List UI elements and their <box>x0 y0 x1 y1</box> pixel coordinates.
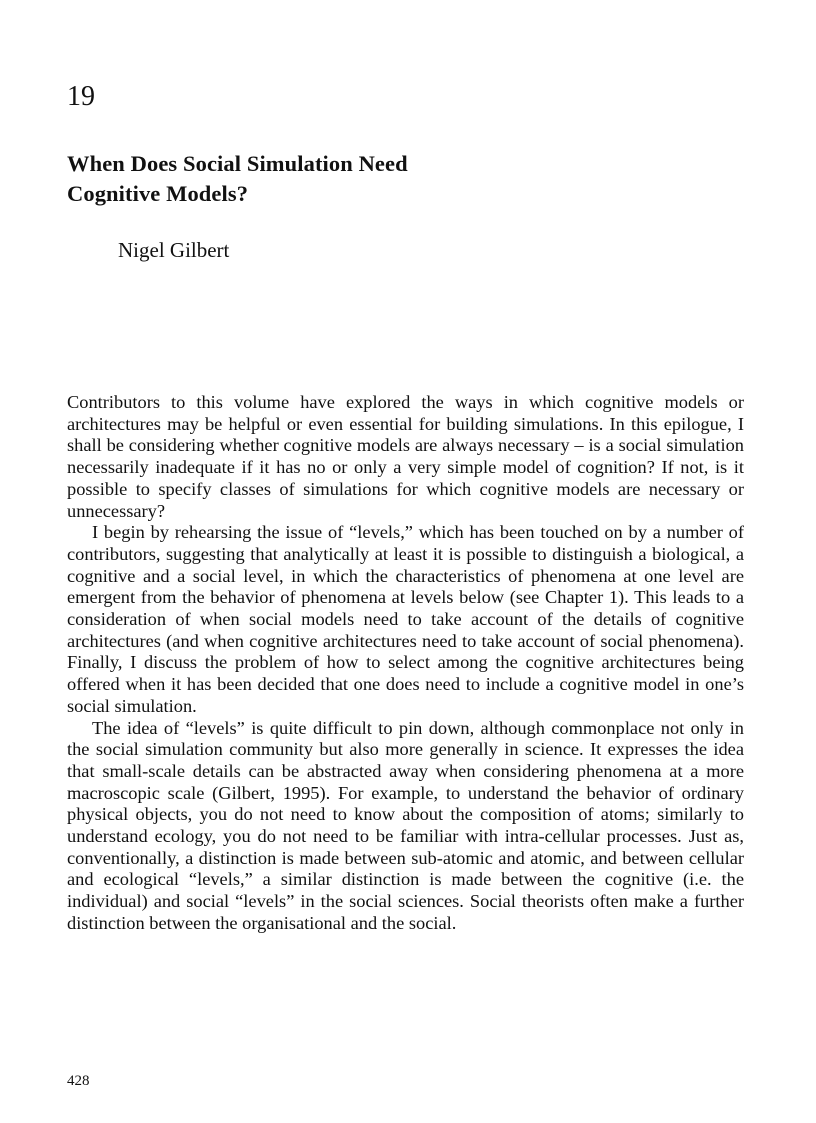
chapter-body <box>67 392 744 935</box>
body-paragraph-1: Contributors to this volume have explored the ways in which cognitive models or architectures may be helpful or even essential for building simulations. In this epilogue, I shall be considering whether cognitive models are always necessary – is a social simulation necessarily inadequate if it has no or only a very simple model of cognition? If not, is it possible to specify classes of simulations for which cognitive models are necessary or unnecessary? <box>67 392 744 521</box>
body-paragraph-2: I begin by rehearsing the issue of “levels,” which has been touched on by a number of contributors, suggesting that analytically at least it is possible to distinguish a biological, a cognitive and a social level, in which the characteristics of phenomena at one level are emergent from the behavior of phenomena at levels below (see Chapter 1). This leads to a consideration of when social models need to take account of the details of cognitive architectures (and when cognitive architectures need to take account of social phenomena). Finally, I discuss the problem of how to select among the cognitive architectures being offered when it has been decided that one does need to include a cognitive model in one’s social simulation. <box>67 522 744 716</box>
chapter-title-line-2: Cognitive Models? <box>67 181 249 206</box>
chapter-author: Nigel Gilbert <box>118 238 230 262</box>
chapter-number: 19 <box>67 81 95 112</box>
chapter-title <box>67 149 627 209</box>
body-paragraph-3: The idea of “levels” is quite difficult to pin down, although commonplace not only in the social simulation community but also more generally in science. It expresses the idea that small-scale details can be abstracted away when considering phenomena at a more macroscopic scale (Gilbert, 1995). For example, to understand the behavior of ordinary physical objects, you do not need to know about the composition of atoms; similarly to understand ecology, you do not need to be familiar with intra-cellular processes. Just as, conventionally, a distinction is made between sub-atomic and atomic, and between cellular and ecological “levels,” a similar distinction is made between the cognitive (i.e. the individual) and social “levels” in the social sciences. Social theorists often make a further distinction between the organisational and the social. <box>67 717 744 933</box>
page-number: 428 <box>67 1073 90 1089</box>
chapter-title-line-1: When Does Social Simulation Need <box>67 151 408 176</box>
